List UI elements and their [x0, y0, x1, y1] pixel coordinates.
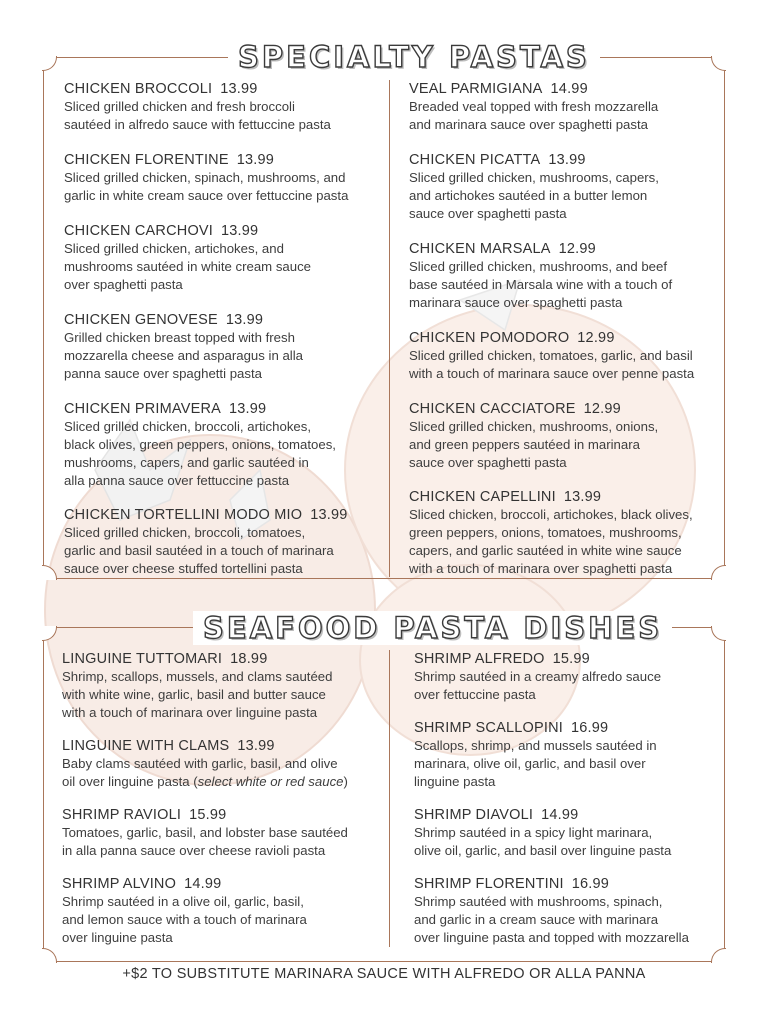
menu-item-description-line: Sliced grilled chicken, mushrooms, onions, [409, 419, 659, 434]
menu-item [414, 719, 734, 791]
menu-item-price: 15.99 [552, 651, 590, 667]
menu-item-name: CHICKEN GENOVESE [64, 312, 218, 328]
menu-item [409, 400, 729, 472]
menu-item-description-line: Breaded veal topped with fresh mozzarella [409, 99, 659, 114]
menu-item-name: LINGUINE WITH CLAMS [62, 738, 230, 754]
menu-item-description-line: garlic in white cream sauce over fettuccine pasta [64, 188, 349, 203]
menu-item [409, 151, 729, 223]
menu-item-name: CHICKEN CAPELLINI [409, 489, 556, 505]
menu-item-description-line: with a touch of marinara over spaghetti pasta [409, 561, 673, 576]
menu-item [409, 240, 729, 312]
menu-item-price: 12.99 [583, 401, 621, 417]
menu-item-description-line: and artichokes sautéed in a butter lemon [409, 188, 648, 203]
menu-item-name: SHRIMP SCALLOPINI [414, 720, 563, 736]
menu-item-description-line: over fettuccine pasta [414, 687, 536, 702]
menu-item-price: 12.99 [577, 330, 615, 346]
menu-item-heading [62, 737, 387, 755]
menu-item [409, 329, 729, 383]
menu-item-name: CHICKEN MARSALA [409, 241, 551, 257]
menu-item [62, 650, 387, 722]
section-title-specialty: SPECIALTY PASTAS [228, 40, 600, 74]
corner-ornament [42, 948, 57, 963]
menu-item-description-line: Sliced grilled chicken, mushrooms, capers, [409, 170, 659, 185]
menu-item [62, 737, 387, 791]
menu-item-description-line: Shrimp sautéed in a creamy alfredo sauce [414, 669, 662, 684]
menu-item-description-line: sauce over cheese stuffed tortellini pasta [64, 561, 303, 576]
corner-ornament [711, 626, 726, 641]
menu-item-description-line: and marinara sauce over spaghetti pasta [409, 117, 648, 132]
menu-item-name: SHRIMP RAVIOLI [62, 807, 182, 823]
menu-item-description-line: with white wine, garlic, basil and butter sauce [62, 687, 326, 702]
menu-item-heading [409, 151, 729, 169]
menu-item-heading [64, 151, 389, 169]
menu-item-heading [64, 506, 389, 524]
menu-item-heading [62, 806, 387, 824]
menu-item-description-line: Sliced grilled chicken, broccoli, artichokes, [64, 419, 312, 434]
menu-item-description-line: mozzarella cheese and asparagus in alla [64, 348, 303, 363]
menu-item-description-line: Sliced grilled chicken and fresh broccoli [64, 99, 295, 114]
menu-item [62, 806, 387, 860]
menu-item-name: LINGUINE TUTTOMARI [62, 651, 223, 667]
menu-item-name: SHRIMP ALVINO [62, 876, 177, 892]
menu-item-heading [409, 488, 729, 506]
menu-item-description-line: Baby clams sautéed with garlic, basil, and olive [62, 756, 338, 771]
menu-item-description-line: capers, and garlic sautéed in white wine sauce [409, 543, 682, 558]
menu-item [64, 506, 389, 578]
menu-item-heading [64, 311, 389, 329]
menu-item-heading [409, 240, 729, 258]
menu-item [64, 80, 389, 134]
menu-item-note: select white or red sauce [197, 774, 344, 789]
menu-item-heading [64, 400, 389, 418]
menu-item-heading [409, 329, 729, 347]
menu-item [62, 875, 387, 947]
menu-item-heading [414, 875, 734, 893]
menu-item-description-line: mushrooms, capers, and garlic sautéed in [64, 455, 309, 470]
menu-item-description-line: and lemon sauce with a touch of marinara [62, 912, 307, 927]
menu-item-price: 16.99 [570, 720, 609, 736]
menu-item-heading [414, 719, 734, 737]
menu-item-name: CHICKEN FLORENTINE [64, 152, 229, 168]
menu-item [64, 311, 389, 383]
menu-item-description-line: and garlic in a cream sauce with marinara [414, 912, 659, 927]
menu-item-description-line: over spaghetti pasta [64, 277, 183, 292]
menu-item-description-line: Sliced grilled chicken, mushrooms, and beef [409, 259, 668, 274]
menu-item-description-line: over linguine pasta and topped with mozzarella [414, 930, 689, 945]
menu-item-description-line: linguine pasta [414, 774, 496, 789]
corner-ornament [42, 56, 57, 71]
menu-item [64, 151, 389, 205]
menu-item-heading [414, 806, 734, 824]
menu-item-description-line: panna sauce over spaghetti pasta [64, 366, 262, 381]
menu-item-name: CHICKEN BROCCOLI [64, 81, 213, 97]
substitution-note: +$2 TO SUBSTITUTE MARINARA SAUCE WITH ALFREDO OR ALLA PANNA [122, 966, 646, 982]
menu-item-price: 16.99 [571, 876, 610, 892]
menu-item-description-line: marinara sauce over spaghetti pasta [409, 295, 623, 310]
menu-item-description-line: Shrimp sautéed with mushrooms, spinach, [414, 894, 663, 909]
menu-item-description-line: black olives, green peppers, onions, tomatoes, [64, 437, 336, 452]
corner-ornament [42, 565, 57, 580]
menu-item-price: 18.99 [230, 651, 268, 667]
menu-item [414, 806, 734, 860]
menu-item-price: 13.99 [220, 81, 258, 97]
menu-item-description-line: with a touch of marinara sauce over penne pasta [409, 366, 695, 381]
menu-item-price: 13.99 [548, 152, 586, 168]
menu-item-price: 14.99 [550, 81, 588, 97]
menu-item-price: 14.99 [541, 807, 579, 823]
menu-item-heading [62, 875, 387, 893]
menu-item-description-line: Shrimp sautéed in a olive oil, garlic, basil, [62, 894, 304, 909]
menu-item-description-line: base sautéed in Marsala wine with a touch of [409, 277, 673, 292]
menu-item-name: CHICKEN CARCHOVI [64, 223, 214, 239]
menu-item-description-line: Shrimp sautéed in a spicy light marinara, [414, 825, 653, 840]
menu-item-description-line: oil over linguine pasta (select white or red sauce) [62, 774, 348, 789]
menu-item [409, 80, 729, 134]
menu-item-description-line: garlic and basil sautéed in a touch of marinara [64, 543, 334, 558]
corner-ornament [711, 948, 726, 963]
menu-item-description-line: green peppers, onions, tomatoes, mushrooms, [409, 525, 682, 540]
menu-item-description-line: sauce over spaghetti pasta [409, 206, 567, 221]
menu-item-price: 12.99 [558, 241, 596, 257]
column-divider [389, 650, 390, 947]
menu-item-price: 13.99 [310, 507, 348, 523]
menu-item [414, 875, 734, 947]
corner-ornament [42, 626, 57, 641]
menu-item-description-line: Tomatoes, garlic, basil, and lobster base sautéed [62, 825, 348, 840]
menu-item-description-line: mushrooms sautéed in white cream sauce [64, 259, 312, 274]
menu-item-price: 13.99 [229, 401, 267, 417]
menu-item-description-line: Sliced grilled chicken, spinach, mushrooms, and [64, 170, 346, 185]
menu-item-price: 14.99 [184, 876, 222, 892]
menu-item-description-line: alla panna sauce over fettuccine pasta [64, 473, 290, 488]
corner-ornament [711, 56, 726, 71]
menu-item-description-line: with a touch of marinara over linguine pasta [62, 705, 318, 720]
column-divider [389, 80, 390, 577]
menu-item-name: CHICKEN CACCIATORE [409, 401, 576, 417]
menu-item-price: 13.99 [236, 152, 275, 168]
menu-item-heading [409, 80, 729, 98]
menu-item-heading [62, 650, 387, 668]
menu-item-name: CHICKEN POMODORO [409, 330, 570, 346]
menu-item-price: 13.99 [237, 738, 275, 754]
menu-item-price: 15.99 [189, 807, 227, 823]
menu-item [64, 222, 389, 294]
menu-item-description-line: Sliced chicken, broccoli, artichokes, black olives, [409, 507, 693, 522]
menu-item-name: SHRIMP ALFREDO [414, 651, 545, 667]
menu-item-name: VEAL PARMIGIANA [409, 81, 543, 97]
menu-item-description-line: Shrimp, scallops, mussels, and clams sautéed [62, 669, 333, 684]
menu-item [64, 400, 389, 490]
menu-item-description-line: and green peppers sautéed in marinara [409, 437, 640, 452]
menu-item-heading [414, 650, 734, 668]
menu-item-price: 13.99 [563, 489, 602, 505]
menu-item-description-line: Sliced grilled chicken, broccoli, tomatoes, [64, 525, 306, 540]
menu-item-description-line: Scallops, shrimp, and mussels sautéed in [414, 738, 657, 753]
menu-item-name: CHICKEN TORTELLINI MODO MIO [64, 507, 303, 523]
menu-item-description-line: in alla panna sauce over cheese ravioli pasta [62, 843, 326, 858]
menu-item-description-line: sautéed in alfredo sauce with fettuccine pasta [64, 117, 331, 132]
menu-item-name: CHICKEN PRIMAVERA [64, 401, 222, 417]
menu-item-heading [64, 222, 389, 240]
menu-item-description-line: sauce over spaghetti pasta [409, 455, 567, 470]
menu-item-description-line: Sliced grilled chicken, tomatoes, garlic, and basil [409, 348, 693, 363]
menu-item [409, 488, 729, 578]
menu-item-name: SHRIMP FLORENTINI [414, 876, 564, 892]
menu-item-price: 13.99 [225, 312, 264, 328]
menu-item-name: SHRIMP DIAVOLI [414, 807, 534, 823]
menu-item-heading [64, 80, 389, 98]
menu-item-description-line: Grilled chicken breast topped with fresh [64, 330, 295, 345]
menu-item-description-line: olive oil, garlic, and basil over linguine pasta [414, 843, 672, 858]
menu-item-heading [409, 400, 729, 418]
menu-item-description-line: Sliced grilled chicken, artichokes, and [64, 241, 284, 256]
menu-item [414, 650, 734, 704]
menu-item-name: CHICKEN PICATTA [409, 152, 541, 168]
section-title-seafood: SEAFOOD PASTA DISHES [193, 611, 672, 645]
menu-item-description-line: over linguine pasta [62, 930, 173, 945]
menu-item-description-line: marinara, olive oil, garlic, and basil over [414, 756, 646, 771]
menu-item-price: 13.99 [221, 223, 259, 239]
